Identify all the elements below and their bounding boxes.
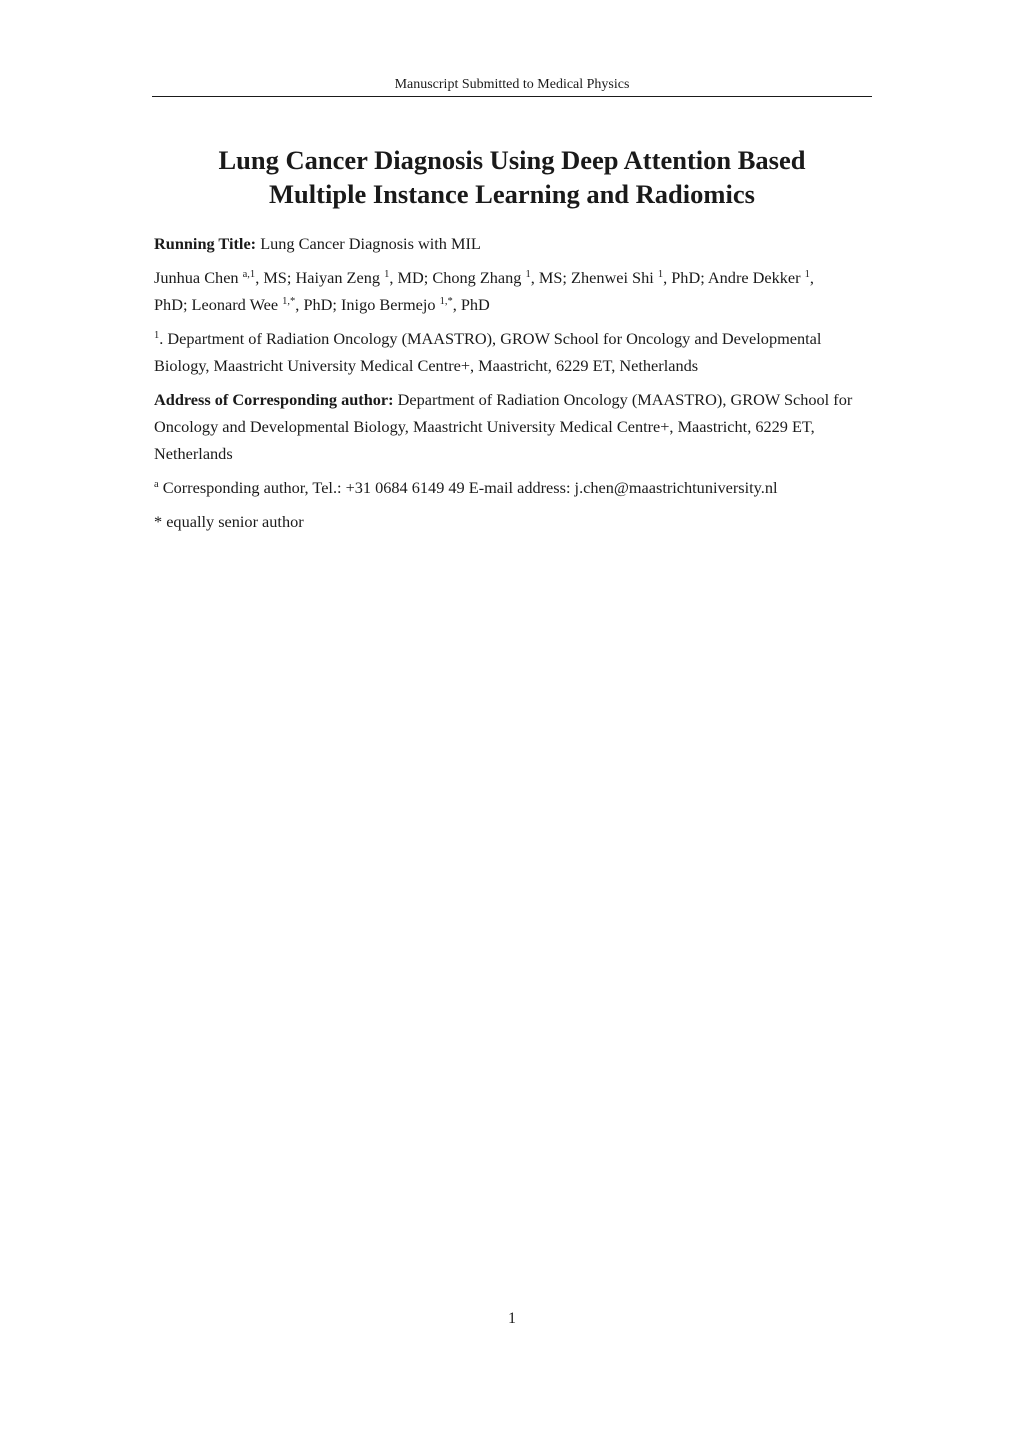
author-5-affil: 1 xyxy=(804,269,810,280)
running-title-label: Running Title: xyxy=(154,234,257,253)
running-header: Manuscript Submitted to Medical Physics xyxy=(152,76,872,97)
running-title xyxy=(154,230,870,257)
author-4-affil: 1 xyxy=(657,269,664,280)
author-1: Junhua Chen xyxy=(154,268,239,287)
author-6-degree: , PhD; xyxy=(295,295,341,314)
author-4: Zhenwei Shi xyxy=(571,268,654,287)
corresponding-address-label: Address of Corresponding author: xyxy=(154,390,394,409)
front-matter xyxy=(154,230,870,542)
author-7-degree: , PhD xyxy=(452,295,490,314)
author-6-affil: 1,* xyxy=(282,296,296,307)
corresponding-marker: a xyxy=(154,479,159,490)
author-7-affil: 1,* xyxy=(439,296,453,307)
author-1-affil: a,1 xyxy=(242,269,256,280)
author-2-affil: 1 xyxy=(384,269,390,280)
corresponding-address-value: Department of Radiation Oncology (MAASTRO), GROW School for Oncology and Developmental Biology, Maastricht University Medical Centre+, Maastricht, 6229 ET, Netherlands xyxy=(154,390,853,463)
affiliation-text: . Department of Radiation Oncology (MAASTRO), GROW School for Oncology and Developmental Biology, Maastricht University Medical Centre+, Maastricht, 6229 ET, Netherlands xyxy=(154,329,822,375)
author-3-degree: , MS; xyxy=(530,268,572,287)
author-4-degree: , PhD; xyxy=(663,268,708,287)
corresponding-contact-text: Corresponding author, Tel.: +31 0684 6149 49 E-mail address: j.chen@maastrichtuniversity.nl xyxy=(162,478,778,497)
author-7: Inigo Bermejo xyxy=(341,295,436,314)
title-line-1: Lung Cancer Diagnosis Using Deep Attention Based xyxy=(218,145,806,175)
author-1-degree: , MS; xyxy=(255,268,296,287)
author-6: PhD; Leonard Wee xyxy=(154,295,279,314)
equal-contribution-note: * equally senior author xyxy=(154,512,304,531)
affiliation xyxy=(154,325,870,379)
corresponding-address xyxy=(154,386,870,467)
affiliation-marker: 1 xyxy=(154,330,160,341)
paper-title xyxy=(152,143,872,211)
author-list xyxy=(154,264,870,318)
author-5-degree: , xyxy=(809,268,814,287)
page-number: 1 xyxy=(508,1310,516,1327)
title-line-2: Multiple Instance Learning and Radiomics xyxy=(269,179,755,209)
author-2-degree: , MD; xyxy=(389,268,433,287)
author-3-affil: 1 xyxy=(525,269,531,280)
corresponding-contact xyxy=(154,474,870,501)
author-3: Chong Zhang xyxy=(432,268,522,287)
author-2: Haiyan Zeng xyxy=(295,268,381,287)
author-5: Andre Dekker xyxy=(707,268,801,287)
running-title-value: Lung Cancer Diagnosis with MIL xyxy=(260,234,481,253)
